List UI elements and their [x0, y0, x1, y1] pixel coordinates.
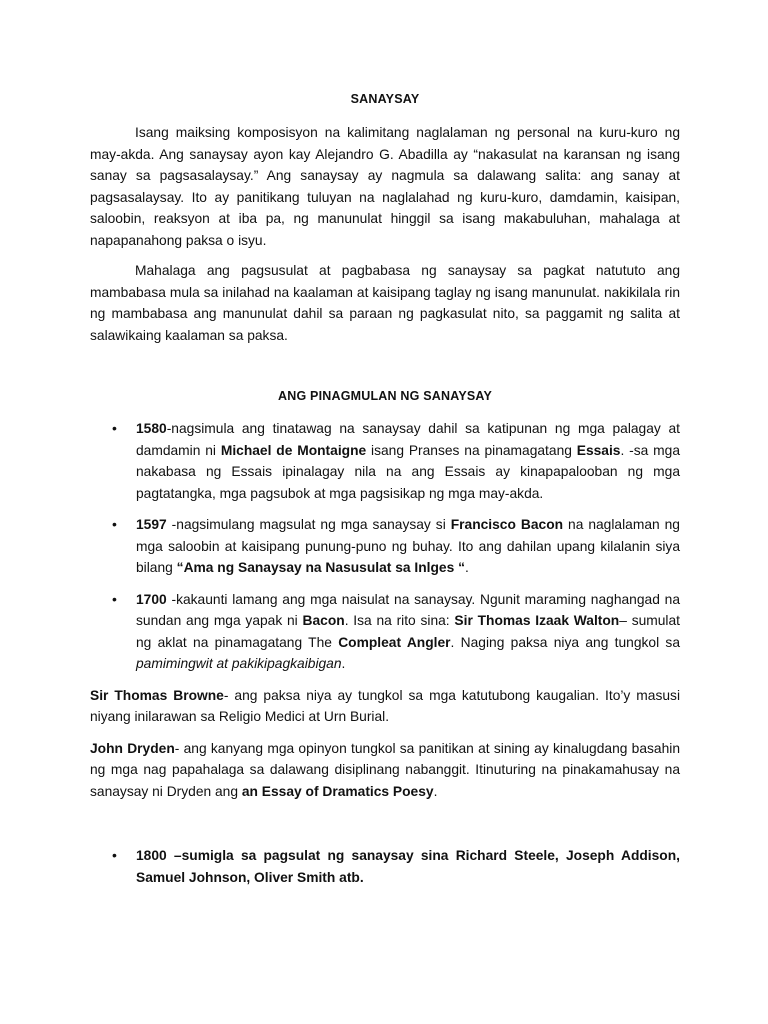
list-item-text: isang Pranses na pinamagatang [366, 442, 577, 458]
author-name: Francisco Bacon [450, 517, 564, 532]
list-item-1580 [112, 418, 680, 504]
author-name: Sir Thomas Browne [90, 687, 224, 703]
bullet-icon: • [112, 516, 117, 532]
history-list-continued [90, 845, 680, 888]
year-1597: 1597 [136, 517, 167, 532]
list-item-text: -nagsimulang magsulat ng mga sanaysay si [166, 517, 451, 532]
work-title: Compleat Angler [338, 634, 451, 650]
list-item-text: . -sa mga nakabasa ng Essais ipinalagay nila na ang Essais ay kinapapalooban ng mga pagtatangka, mga pagsubok at mga pagsisikap ng mga may-akda. [136, 442, 680, 501]
list-item-1800 [112, 845, 680, 888]
work-title: Essais [576, 442, 621, 458]
year-1700: 1700 [136, 591, 167, 607]
document-title: SANAYSAY [350, 92, 420, 106]
author-name: John Dryden [90, 740, 175, 756]
year-1800: 1800 [136, 848, 167, 863]
list-item-text: – sumulat ng aklat na pinamagatang The [136, 613, 680, 650]
bullet-icon: • [112, 590, 117, 607]
history-list [90, 418, 680, 675]
intro-paragraph-2: Mahalaga ang pagsusulat at pagbabasa ng sanaysay sa pagkat natututo ang mambabasa mula sa inilahad na kaalaman at kaisipang taglay ng isang manunulat. nakikilala rin ng mambabasa ang manunulat dahil sa paraan ng pagkasulat nito, sa paggamit ng salita at salawikaing kaalaman sa paksa. [90, 263, 680, 343]
list-item-text: na naglalaman ng mga saloobin at kaisipang punung-puno ng buhay. Ito ang dahilan upang kilalanin siya bilang [136, 517, 680, 575]
list-item-text: . Naging paksa niya ang tungkol sa [450, 634, 680, 650]
paragraph-text: - ang paksa niya ay tungkol sa mga katutubong kaugalian. Ito’y masusi niyang inilarawan sa Religio Medici at Urn Burial. [90, 687, 681, 724]
list-item-text: –sumigla sa pagsulat ng sanaysay sina Richard Steele, Joseph Addison, Samuel Johnson, Oliver Smith atb. [136, 848, 680, 885]
list-item-text: . [341, 656, 346, 671]
honorific-title: “Ama ng Sanaysay na Nasusulat sa Inlges “ [176, 560, 465, 575]
bullet-icon: • [112, 847, 117, 863]
list-item-text: -nagsimula ang tinatawag na sanaysay dahil sa katipunan ng mga palagay at damdamin ni [136, 421, 680, 458]
author-name: Sir Thomas Izaak Walton [454, 613, 620, 628]
author-name: Michael de Montaigne [220, 442, 367, 458]
intro-paragraph-1: Isang maiksing komposisyon na kalimitang naglalaman ng personal na kuru-kuro ng may-akda. Ang sanaysay ayon kay Alejandro G. Abadilla ay “nakasulat na karansan ng isang sanay sa pagsasalaysay.” Ang sanaysay ay nagmula sa dalawang salita: ang sanay at pagsasalaysay. Ito ay panitikang tuluyan na naglalahad ng kuru-kuro, damdamin, kaisipan, saloobin, reaksyon at iba pa, ng manunulat hinggil sa isang makabuluhan, mahalaga at napapanahong paksa o isyu. [90, 125, 680, 248]
paragraph-text: . [433, 783, 438, 799]
bullet-icon: • [112, 420, 117, 436]
year-1580: 1580 [136, 421, 167, 436]
list-item-text: . Isa na rito sina: [344, 613, 455, 628]
list-item-1597 [112, 514, 680, 579]
paragraph-text: - ang kanyang mga opinyon tungkol sa panitikan at sining ay kinalugdang basahin ng mga nag papahalaga sa dalawang disiplinang nabanggit. Itinuturing na pinakamahusay na sanaysay ni Dryden ang [90, 740, 681, 799]
topic-text: pamimingwit at pakikipagkaibigan [136, 656, 342, 671]
paragraph-dryden [90, 738, 680, 803]
author-name: Bacon [302, 613, 345, 628]
work-title: an Essay of Dramatics Poesy [241, 783, 434, 799]
paragraph-browne [90, 685, 680, 728]
list-item-text: -kakaunti lamang ang mga naisulat na sanaysay. Ngunit maraming naghangad na sundan ang mga yapak ni [136, 591, 680, 628]
list-item-text: . [465, 560, 469, 575]
section-heading-origin: ANG PINAGMULAN NG SANAYSAY [277, 389, 493, 403]
spacer [90, 812, 680, 845]
list-item-1700 [112, 589, 680, 675]
